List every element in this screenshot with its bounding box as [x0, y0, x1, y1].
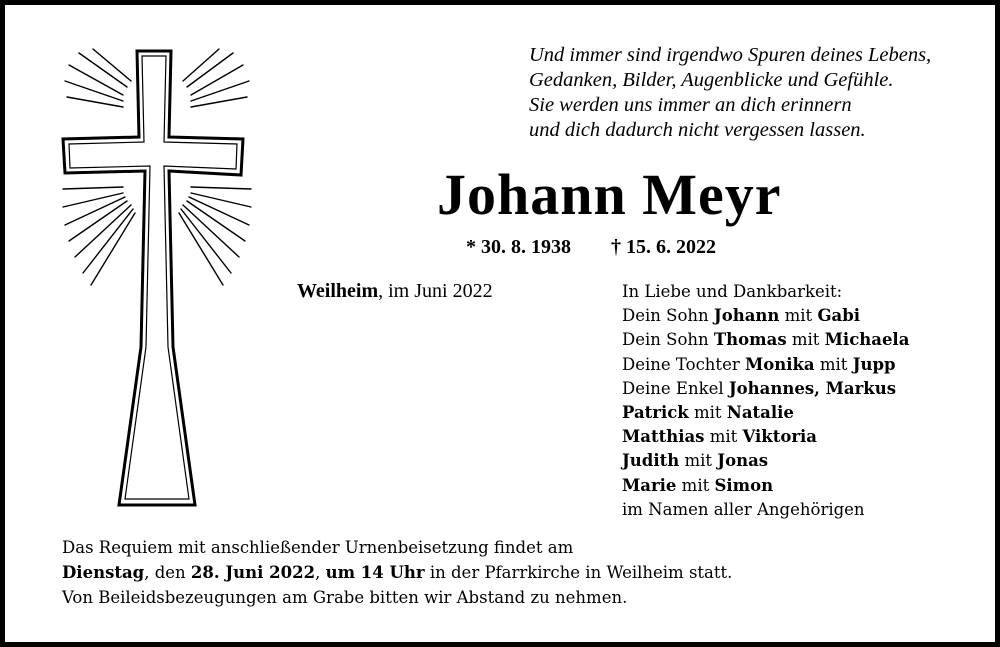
connector-text: mit	[676, 475, 715, 495]
partner-name: Michaela	[824, 330, 910, 350]
connector-text: mit	[786, 330, 825, 350]
mourner-name: Patrick	[622, 403, 689, 423]
poem-line: Und immer sind irgendwo Spuren deines Lebens,	[529, 44, 932, 66]
mourners-closing: im Namen aller Angehörigen	[622, 499, 865, 519]
service-time: um 14 Uhr	[325, 563, 425, 582]
mourner-line	[622, 304, 909, 328]
mourners-list	[622, 280, 909, 522]
partner-name: Natalie	[726, 403, 794, 423]
place-date: , im Juni 2022	[378, 280, 493, 302]
mourner-line	[622, 328, 909, 352]
service-text: in der Pfarrkirche in Weilheim statt.	[424, 563, 733, 582]
relation-text: Dein Sohn	[622, 306, 714, 326]
mourners-intro: In Liebe und Dankbarkeit:	[622, 282, 843, 301]
deceased-name: Johann Meyr	[437, 162, 782, 227]
connector-text: mit	[779, 306, 818, 326]
mourner-line	[622, 425, 909, 449]
mourner-name: Johannes, Markus	[728, 378, 897, 398]
poem-line: Gedanken, Bilder, Augenblicke und Gefühle.	[529, 69, 894, 91]
mourner-line	[622, 353, 909, 377]
mourner-name: Marie	[622, 475, 677, 495]
service-text: , den	[144, 563, 191, 582]
mourner-line	[622, 401, 909, 425]
mourner-name: Thomas	[713, 330, 787, 350]
mourner-line	[622, 449, 909, 473]
memorial-poem	[529, 43, 979, 143]
poem-line: Sie werden uns immer an dich erinnern	[529, 94, 852, 116]
mourner-line	[622, 474, 909, 498]
condolence-note: Von Beileidsbezeugungen am Grabe bitten wir Abstand zu nehmen.	[62, 588, 628, 607]
service-text: ,	[315, 563, 326, 582]
mourner-name: Monika	[744, 354, 815, 374]
death-date: † 15. 6. 2022	[611, 236, 716, 258]
service-information	[62, 535, 732, 610]
service-datetime-line	[62, 560, 732, 585]
life-dates	[466, 236, 716, 259]
mourner-name: Matthias	[622, 427, 705, 447]
relation-text: Deine Enkel	[622, 378, 729, 398]
mourner-name: Johann	[713, 306, 780, 326]
relation-text: Deine Tochter	[622, 354, 745, 374]
service-line: Das Requiem mit anschließender Urnenbeisetzung findet am	[62, 538, 574, 557]
connector-text: mit	[688, 403, 727, 423]
birth-date: * 30. 8. 1938	[466, 236, 571, 258]
partner-name: Simon	[714, 475, 774, 495]
relation-text: Dein Sohn	[622, 330, 714, 350]
connector-text: mit	[704, 427, 743, 447]
place-city: Weilheim	[297, 280, 379, 302]
partner-name: Gabi	[817, 306, 861, 326]
place-and-date	[297, 280, 493, 303]
connector-text: mit	[679, 451, 718, 471]
poem-line: und dich dadurch nicht vergessen lassen.	[529, 119, 866, 141]
radiant-cross-icon	[57, 47, 257, 517]
service-day: Dienstag	[62, 563, 145, 582]
partner-name: Jonas	[717, 451, 769, 471]
partner-name: Jupp	[852, 354, 896, 374]
mourner-name: Judith	[622, 451, 680, 471]
partner-name: Viktoria	[742, 427, 817, 447]
connector-text: mit	[814, 354, 853, 374]
mourner-line	[622, 377, 909, 401]
service-date: 28. Juni 2022	[190, 563, 316, 582]
